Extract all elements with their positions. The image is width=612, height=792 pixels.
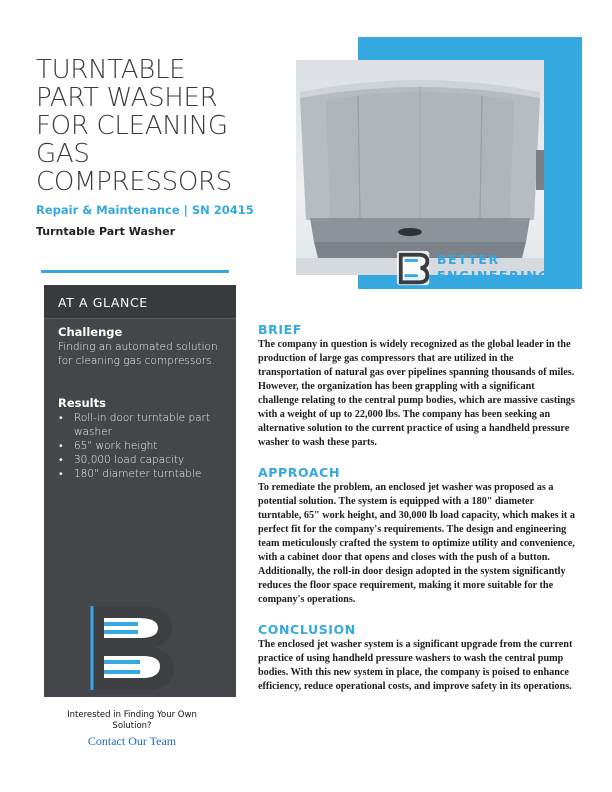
title-line: GAS: [36, 139, 90, 169]
conclusion-text: The enclosed jet washer system is a significant upgrade from the current practice of using handheld pressure washers to wash the central pump bodies. With this new system in place, the company is poised to enhance efficiency, reduce operational costs, and improve safety in its operations.: [258, 639, 573, 692]
company-logo-icon: [88, 602, 178, 694]
section-title-conclusion: CONCLUSION: [258, 622, 356, 637]
contact-our-team-link[interactable]: Contact Our Team: [87, 734, 177, 748]
brand-line: BETTER: [437, 252, 500, 267]
list-item: • 65" work height: [58, 439, 230, 453]
cta-text: Interested in Finding Your Own Solution?: [67, 710, 197, 731]
divider: [41, 270, 229, 273]
approach-text: To remediate the problem, an enclosed jet washer was proposed as a potential solution. The system is equipped with a 180" diameter turntable, 65" work height, and 30,000 lb load capacity, which makes it a perfect fit for the company's requirements. The design and engineering team meticulously crafted the system to optimize utility and convenience, with a cabinet door that opens and closes with the push of a button. Additionally, the roll-in door design adopted in the system significantly reduces the floor space requirement, making it more suitable for the company's operations.: [258, 482, 575, 605]
brief-text: The company in question is widely recognized as the global leader in the production of large gas compressors that are utilized in the transportation of natural gas over pipelines spanning thousands of miles. However, the organization has been grappling with a significant challenge relating to the central pump bodies, which are massive castings with a weight of up to 22,000 lbs. The company has been seeking an alternative solution to the current practice of using a handheld pressure washer to wash these parts.: [258, 339, 575, 448]
title-line: COMPRESSORS: [36, 167, 232, 197]
product-name: Turntable Part Washer: [36, 225, 176, 238]
brand-line: ENGINEERING: [437, 268, 550, 283]
brand-wordmark: [437, 252, 550, 284]
glance-title: AT A GLANCE: [58, 295, 148, 310]
results-list: [58, 411, 230, 481]
challenge-text: Finding an automated solution for cleaning gas compressors.: [58, 341, 218, 367]
category-subtitle: Repair & Maintenance | SN 20415: [36, 203, 254, 217]
list-item: • 30,000 load capacity: [58, 453, 230, 467]
product-photo: [296, 60, 544, 275]
title-line: FOR CLEANING: [36, 111, 228, 141]
results-label: Results: [58, 396, 106, 410]
list-item: • Roll-in door turntable part washer: [58, 411, 230, 439]
section-title-approach: APPROACH: [258, 465, 341, 480]
list-item: • 180" diameter turntable: [58, 467, 230, 481]
title-line: TURNTABLE: [36, 55, 186, 85]
title-line: PART WASHER: [36, 83, 218, 113]
brand-logo-icon: [395, 250, 435, 288]
challenge-label: Challenge: [58, 325, 123, 339]
section-title-brief: BRIEF: [258, 322, 302, 337]
glance-header: [44, 285, 236, 319]
page-title: [36, 56, 276, 196]
